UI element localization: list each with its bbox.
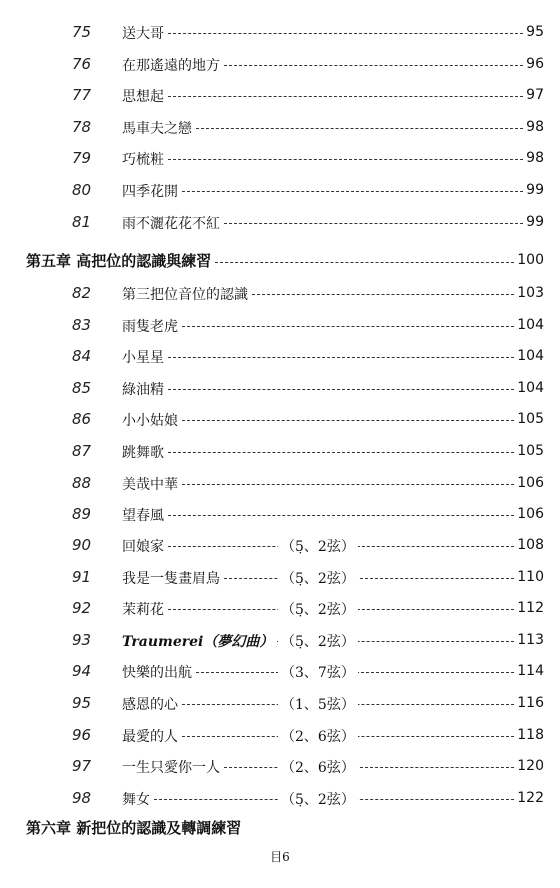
leader-dots: [168, 357, 514, 358]
entry-number: 95: [72, 694, 92, 712]
toc-entry[interactable]: [0, 406, 560, 436]
string-positions: （2、6弦）: [278, 726, 358, 746]
leader-dots: [224, 65, 523, 66]
entry-number: 76: [72, 54, 92, 73]
page-number: 98: [526, 118, 544, 135]
entry-title: 一生只愛你一人: [122, 757, 222, 777]
entry-title: 送大哥: [122, 23, 166, 43]
page-footer: 目6: [270, 850, 290, 864]
page-number: 120: [517, 758, 544, 775]
entry-title: 綠油精: [122, 379, 166, 399]
page-number: 96: [526, 55, 544, 72]
entry-number: 91: [72, 567, 92, 586]
entry-title: 回娘家: [122, 536, 166, 556]
entry-title: 思想起: [122, 86, 166, 106]
page-number: 104: [517, 316, 544, 333]
entry-number: 94: [72, 662, 92, 681]
leader-dots: [182, 191, 523, 192]
entry-number: 77: [72, 86, 92, 105]
toc-entry[interactable]: [0, 145, 560, 175]
entry-number: 78: [72, 117, 92, 136]
entry-title: 茉莉花: [122, 599, 166, 619]
entry-title: Traumerei（夢幻曲）: [122, 631, 275, 651]
toc-entry[interactable]: [0, 312, 560, 342]
page-number: 106: [517, 474, 544, 491]
toc-entry[interactable]: [0, 753, 560, 783]
entry-title: 小小姑娘: [122, 410, 180, 430]
entry-number: 83: [72, 315, 92, 334]
entry-number: 90: [72, 536, 92, 554]
toc-entry[interactable]: [0, 438, 560, 468]
leader-dots: [182, 420, 514, 421]
toc-entry[interactable]: [0, 19, 560, 49]
entry-number: 98: [72, 788, 92, 807]
chapter-title: 第五章 高把位的認識與練習: [26, 252, 212, 270]
page-number: 99: [526, 182, 544, 198]
leader-dots: [224, 223, 523, 224]
entry-title: 四季花開: [122, 181, 180, 201]
toc-entry[interactable]: [0, 375, 560, 405]
leader-dots: [196, 128, 523, 129]
page-number: 118: [517, 726, 544, 743]
page-number: 108: [517, 537, 544, 553]
toc-entry[interactable]: [0, 343, 560, 373]
toc-entry[interactable]: [0, 470, 560, 500]
entry-number: 84: [72, 347, 92, 366]
entry-number: 97: [72, 757, 92, 776]
page-number: 113: [517, 631, 544, 648]
string-positions: （2、6弦）: [278, 757, 358, 777]
string-positions: （5̣、2弦）: [278, 599, 358, 619]
entry-number: 93: [72, 630, 92, 649]
toc-entry[interactable]: [0, 280, 560, 310]
toc-entry[interactable]: [0, 51, 560, 81]
page-number: 110: [517, 568, 544, 585]
entry-title: 雨隻老虎: [122, 316, 180, 336]
entry-title: 感恩的心: [122, 694, 180, 714]
page-number: 98: [526, 150, 544, 167]
toc-entry[interactable]: [0, 82, 560, 112]
entry-title: 馬車夫之戀: [122, 118, 194, 138]
page-number: 105: [517, 411, 544, 428]
page-number: 100: [517, 252, 544, 268]
entry-number: 86: [72, 410, 92, 429]
page-number: 106: [517, 506, 544, 523]
leader-dots: [252, 294, 514, 295]
toc-entry[interactable]: [0, 177, 560, 207]
entry-title: 舞女: [122, 789, 152, 809]
page-number: 105: [517, 443, 544, 459]
leader-dots: [168, 389, 514, 390]
entry-number: 79: [72, 149, 92, 168]
entry-number: 96: [72, 725, 92, 744]
entry-number: 75: [72, 23, 92, 41]
page-number: 103: [517, 285, 544, 301]
page-number: 99: [526, 213, 544, 230]
string-positions: （5̣、2弦）: [278, 568, 358, 588]
toc-entry[interactable]: [0, 114, 560, 144]
page-number: 112: [517, 600, 544, 617]
leader-dots: [182, 326, 514, 327]
entry-title: 在那遙遠的地方: [122, 55, 222, 75]
leader-dots: [215, 262, 514, 263]
string-positions: （3、7弦）: [278, 662, 358, 682]
entry-number: 82: [72, 284, 92, 302]
entry-title: 美哉中華: [122, 474, 180, 494]
entry-title: 第三把位音位的認識: [122, 284, 250, 304]
leader-dots: [224, 767, 514, 768]
entry-title: 望春風: [122, 505, 166, 525]
string-positions: （1、5弦）: [278, 694, 358, 714]
page-number: 104: [517, 379, 544, 396]
page-number: 97: [526, 87, 544, 104]
entry-number: 80: [72, 181, 92, 199]
leader-dots: [224, 578, 514, 579]
toc-entry[interactable]: [0, 595, 560, 625]
toc-entry[interactable]: [0, 658, 560, 688]
toc-entry[interactable]: [0, 532, 560, 562]
page-number: 122: [517, 789, 544, 806]
entry-number: 88: [72, 473, 92, 492]
entry-title: 最愛的人: [122, 726, 180, 746]
entry-number: 81: [72, 212, 92, 231]
string-positions: （5̣、2弦）: [278, 536, 358, 556]
string-positions: （5̣、2弦）: [278, 631, 358, 651]
page-number: 116: [517, 695, 544, 711]
chapter-heading[interactable]: [0, 247, 560, 277]
entry-title: 小星星: [122, 347, 166, 367]
entry-title: 巧梳粧: [122, 149, 166, 169]
leader-dots: [168, 96, 523, 97]
page-number: 114: [517, 663, 544, 680]
page-number: 95: [526, 24, 544, 40]
toc-entry[interactable]: [0, 564, 560, 594]
entry-title: 我是一隻畫眉鳥: [122, 568, 222, 588]
leader-dots: [182, 484, 514, 485]
entry-number: 85: [72, 378, 92, 397]
toc-entry[interactable]: [0, 209, 560, 239]
leader-dots: [168, 452, 514, 453]
toc-entry[interactable]: [0, 785, 560, 815]
leader-dots: [168, 515, 514, 516]
toc-entry[interactable]: [0, 722, 560, 752]
entry-title: 快樂的出航: [122, 662, 194, 682]
string-positions: （5̣、2弦）: [278, 789, 358, 809]
toc-entry[interactable]: [0, 501, 560, 531]
leader-dots: [168, 33, 523, 34]
entry-number: 87: [72, 442, 92, 460]
toc-entry[interactable]: [0, 690, 560, 720]
entry-number: 89: [72, 505, 92, 524]
leader-dots: [168, 159, 523, 160]
entry-number: 92: [72, 599, 92, 618]
chapter-title[interactable]: 第六章 新把位的認識及轉調練習: [26, 819, 242, 837]
page-number: 104: [517, 348, 544, 365]
entry-title: 雨不灑花花不紅: [122, 213, 222, 233]
toc-entry[interactable]: [0, 627, 560, 657]
entry-title: 跳舞歌: [122, 442, 166, 462]
